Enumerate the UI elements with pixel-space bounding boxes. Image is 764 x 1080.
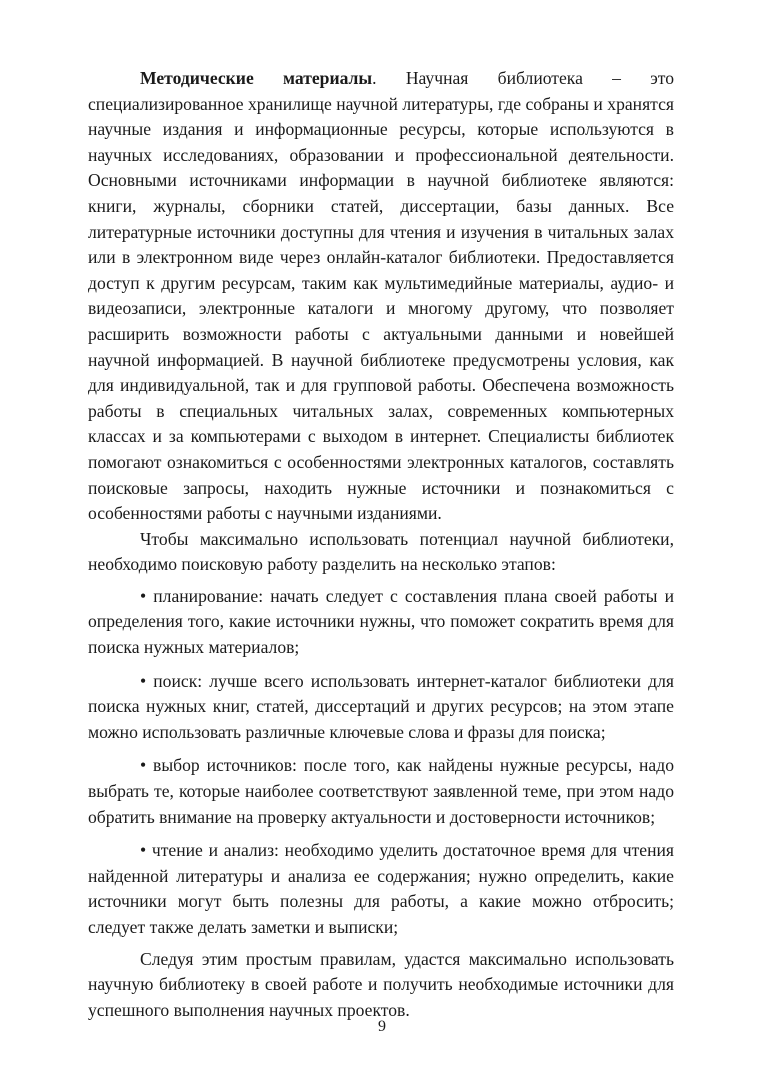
list-item: • планирование: начать следует с составления плана своей работы и определения того, какие источники нужны, что поможет сократить время для поиска нужных материалов; xyxy=(88,585,674,658)
lead-paragraph: Чтобы максимально использовать потенциал научной библиотеки, необходимо поисковую работу разделить на несколько этапов: xyxy=(88,528,674,575)
list-item: • поиск: лучше всего использовать интернет-каталог библиотеки для поиска нужных книг, статей, диссертаций и других ресурсов; на этом этапе можно использовать различные ключевые слова и фразы для поиска; xyxy=(88,670,674,742)
section-heading: Методические материалы xyxy=(140,68,373,88)
conclusion-paragraph: Следуя этим простым правилам, удастся максимально использовать научную библиотеку в своей работе и получить необходимые источники для успешного выполнения научных проектов. xyxy=(88,948,674,1020)
list-item: • чтение и анализ: необходимо уделить достаточное время для чтения найденной литературы и анализа ее содержания; нужно определить, какие источники могут быть полезны для работы, а какие можно отбросить; следует также делать заметки и выписки; xyxy=(88,840,674,937)
list-item: • выбор источников: после того, как найдены нужные ресурсы, надо выбрать те, которые наиболее соответствуют заявленной теме, при этом надо обратить внимание на проверку актуальности и достоверности источников; xyxy=(88,755,674,827)
page-body xyxy=(88,66,674,1023)
intro-paragraph xyxy=(88,66,674,527)
page-number: 9 xyxy=(378,1018,386,1035)
intro-text: . Научная библиотека – это специализированное хранилище научной литературы, где собраны и хранятся научные издания и информационные ресурсы, которые используются в научных исследованиях, образовании и профессиональной деятельности. Основными источниками информации в научной библиотеке являются: книги, журналы, сборники статей, диссертации, базы данных. Все литературные источники доступны для чтения и изучения в читальных залах или в электронном виде через онлайн-каталог библиотеки. Предоставляется доступ к другим ресурсам, таким как мультимедийные материалы, аудио- и видеозаписи, электронные каталоги и многому другому, что позволяет расширить возможности работы с актуальными данными и новейшей научной информацией. В научной библиотеке предусмотрены условия, как для индивидуальной, так и для групповой работы. Обеспечена возможность работы в специальных читальных залах, современных компьютерных классах и за компьютерами с выходом в интернет. Специалисты библиотек помогают ознакомиться с особенностями электронных каталогов, составлять поисковые запросы, находить нужные источники и познакомиться с особенностями работы с научными изданиями. xyxy=(88,68,674,524)
